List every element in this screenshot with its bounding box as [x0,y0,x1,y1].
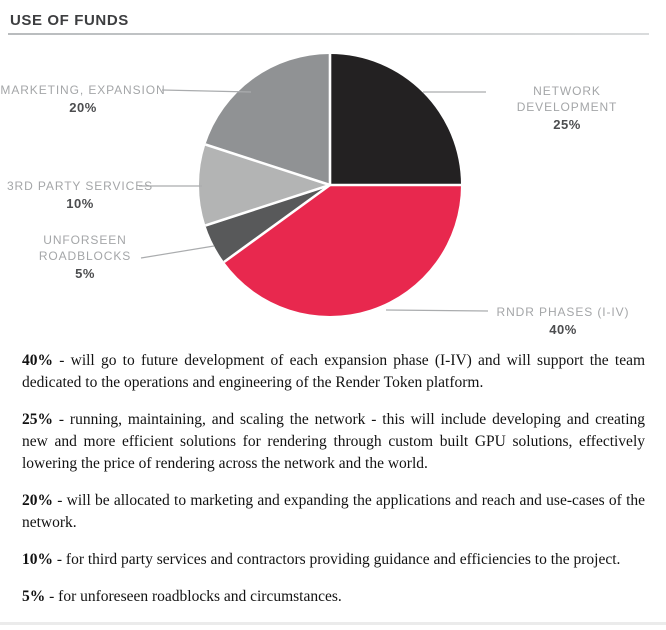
leader-line-marketing-expansion [162,90,251,92]
paragraph-20pct [22,490,645,534]
callout-rndr-phases [492,304,634,337]
callout-percent: 10% [66,196,94,211]
paragraph-text: - will be allocated to marketing and expanding the applications and reach and use-cases of the network. [22,492,646,531]
header-divider [8,33,649,35]
page-bottom-divider [0,622,666,625]
callout-network-development [492,83,642,132]
callout-marketing-expansion [0,82,166,115]
paragraph-lead: 5% [22,588,46,605]
callout-label: RNDR PHASES (I-IV) [496,305,630,319]
paragraph-text: - for third party services and contractors providing guidance and efficiencies to the project. [56,551,621,568]
leader-line-unforseen-roadblocks [141,246,214,258]
callout-label: NETWORK DEVELOPMENT [516,84,618,114]
callout-label: UNFORSEEN ROADBLOCKS [38,233,132,263]
paragraph-10pct [22,549,645,571]
callout-unforseen-roadblocks [25,232,145,281]
paragraph-lead: 25% [22,411,53,428]
page-title: USE OF FUNDS [10,12,129,29]
paragraph-lead: 20% [22,492,53,509]
callout-label: MARKETING, EXPANSION [0,83,166,97]
fund-descriptions [22,350,645,623]
use-of-funds-pie-chart [0,42,666,345]
paragraph-40pct [22,350,645,394]
pie-slice-network-development [330,54,461,185]
callout-percent: 5% [75,266,95,281]
callout-3rd-party-services [0,178,160,211]
paragraph-text: - for unforeseen roadblocks and circumstances. [49,588,342,605]
paragraph-text: - running, maintaining, and scaling the network - this will include developing and creating new and more efficient solutions for rendering through custom built GPU solutions, effectively lowering the price of rendering across the network and the world. [22,411,646,472]
callout-percent: 20% [69,100,97,115]
leader-line-rndr-phases [386,310,488,311]
paragraph-lead: 10% [22,551,53,568]
paragraph-5pct [22,586,645,608]
paragraph-text: - will go to future development of each expansion phase (I-IV) and will support the team dedicated to the operations and engineering of the Render Token platform. [22,352,646,391]
callout-percent: 40% [549,322,577,337]
paragraph-lead: 40% [22,352,53,369]
paragraph-25pct [22,409,645,475]
callout-label: 3RD PARTY SERVICES [6,179,154,193]
callout-percent: 25% [553,117,581,132]
